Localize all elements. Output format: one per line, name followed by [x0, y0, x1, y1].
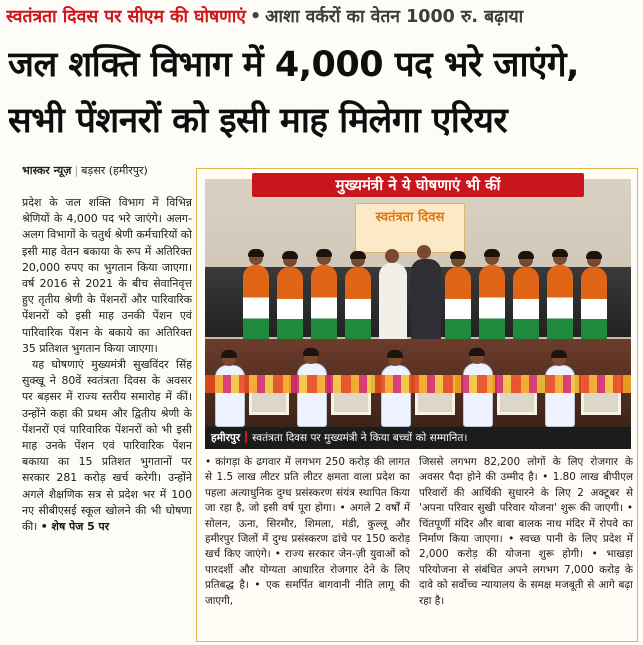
flower-decoration: [205, 375, 631, 393]
kicker-line: [6, 4, 638, 30]
story-paragraph-2: [22, 357, 192, 535]
story-paragraph-2-text: यह घोषणाएं मुख्यमंत्री सुखविंदर सिंह सुक्खू ने 80वें स्वतंत्रता दिवस के अवसर पर बड़सर में राज्य स्तरीय समारोह में कीं। उन्होंने कहा की प्रथम और द्वितीय श्रेणी के पेंशनरों एवं पारिवारिक पेंशनरों को भी इसी माह उनके पेंशन एवं पारिवारिक पेंशन बकाया का 15 प्रतिशत भुगतानों पर सरकार 281 करोड़ खर्च करेगी। उन्होंने अगले शैक्षणिक सत्र से प्रदेश भर में 100 नए सीबीएसई स्कूल खोलने की भी घोषणा की।: [22, 358, 192, 534]
kicker-part2: आशा वर्करों का वेतन 1000 रु. बढ़ाया: [265, 7, 524, 27]
byline-dateline: बड़सर (हमीरपुर): [81, 164, 148, 177]
caption-divider: [245, 431, 247, 443]
main-story: [22, 195, 192, 643]
ceremony-photo: [205, 179, 631, 427]
byline-divider: |: [74, 164, 79, 177]
announcements-box: [196, 168, 638, 642]
byline-agency: भास्कर न्यूज़: [22, 164, 72, 177]
headline-line-1: जल शक्ति विभाग में 4,000 पद भरे जाएंगे,: [8, 45, 579, 85]
byline: [22, 163, 148, 178]
announcements-column-1: • कांगड़ा के ढगवार में लगभग 250 करोड़ की लागत से 1.5 लाख लीटर प्रति लीटर क्षमता वाला प्रदेश का पहला अत्याधुनिक दुग्ध प्रसंस्करण संयंत्र स्थापित किया जा रहा है, जो इसी वर्ष पूरा होगा। • अगले 2 वर्षों में सोलन, ऊना, सिरमौर, शिमला, मंडी, कुल्लू और हमीरपुर जिलों में दुग्ध प्रसंस्करण ढांचे पर 150 करोड़ खर्च किए जाएंगे। • राज्य सरकार जेन-ज़ी युवाओं को पारदर्शी और योग्यता आधारित रोजगार देने के लिए प्रतिबद्ध है। • एक समर्पित बागवानी नीति लागू की जाएगी,: [205, 456, 410, 607]
pupil-figure: [297, 363, 327, 427]
announcements-column-2: जिससे लगभग 82,200 लोगों के लिए रोजगार के अवसर पैदा होने की उम्मीद है। • 1.80 लाख बीपीएल परिवारों की आर्थिकी सुधारने के लिए 2 अक्टूबर से 'अपना परिवार सुखी परिवार योजना' शुरू की जाएगी। • चिंतपूर्णी मंदिर और बाबा बालक नाथ मंदिर में रोपवे का निर्माण किया जाएगा। • स्वच्छ पानी के लिए प्रदेश में 2,000 करोड़ की योजना शुरू होगी। • भाखड़ा परियोजना से संबंधित अपने लगभग 7,000 करोड़ के दावे को सर्वोच्च न्यायालय के समक्ष मजबूती से आगे बढ़ा रहा है।: [419, 456, 633, 607]
caption-place: हमीरपुर: [211, 432, 241, 444]
caption-text: स्वतंत्रता दिवस पर मुख्यमंत्री ने किया बच्चों को सम्मानित।: [252, 432, 468, 444]
continued-marker: • शेष पेज 5 पर: [40, 520, 110, 534]
headline-line-2: सभी पेंशनरों को इसी माह मिलेगा एरियर: [8, 101, 508, 141]
stage-banner-text: स्वतंत्रता दिवस: [375, 210, 445, 225]
photo-caption: [205, 427, 631, 449]
kicker-part1: स्वतंत्रता दिवस पर सीएम की घोषणाएं: [6, 7, 246, 27]
pupil-figure: [463, 363, 493, 427]
kicker-separator: •: [249, 7, 262, 27]
story-paragraph-1: प्रदेश के जल शक्ति विभाग में विभिन्न श्रेणियों के 4,000 पद भरे जाएंगे। अलग-अलग विभागों के चतुर्थ श्रेणी कर्मचारियों को इसी माह वेतन बकाया के रूप में अतिरिक्त 20,000 रुपए का भुगतान किया जाएगा। वर्ष 2016 से 2021 के बीच सेवानिवृत्त हुए तृतीय श्रेणी के पेंशनरों और पारिवारिक पेंशनरों को इसी माह उनकी पेंशन एवं पारिवारिक पेंशन के बकाये का अतिरिक्त 35 प्रतिशत भुगतान किया जाएगा।: [22, 196, 192, 355]
box-title: मुख्यमंत्री ने ये घोषणाएं भी कीं: [252, 173, 584, 197]
